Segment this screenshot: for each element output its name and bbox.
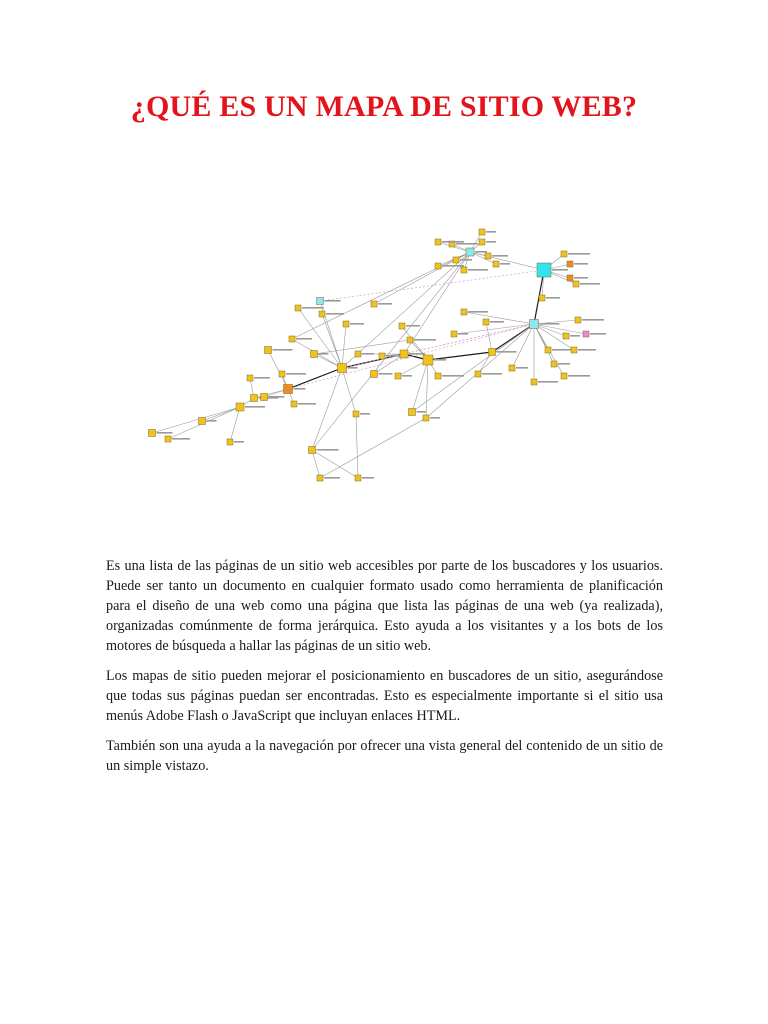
graph-node-caption	[302, 307, 324, 309]
graph-node-caption	[490, 321, 504, 323]
graph-node	[435, 239, 441, 245]
paragraph-definition: Es una lista de las páginas de un sitio web accesibles por parte de los buscadores y los usuarios. Puede ser tanto un documento en cualquier formato usado como herramienta de planificación para el diseño de una web como una página que lista las páginas de una web (ya realizada), organizadas comúnmente de forma jerárquica. Esto ayuda a los visitantes y a los bots de los motores de búsqueda a hallar las páginas de un sitio web.	[106, 558, 663, 654]
graph-node	[227, 439, 233, 445]
graph-node-caption	[348, 367, 358, 369]
graph-edge	[342, 324, 346, 368]
graph-node-caption	[362, 477, 374, 479]
graph-node	[279, 371, 285, 377]
graph-node	[453, 257, 459, 263]
graph-node-caption	[442, 375, 464, 377]
graph-node-caption	[319, 353, 329, 355]
graph-node-caption	[414, 339, 436, 341]
graph-edge	[426, 360, 428, 418]
graph-node	[483, 319, 489, 325]
graph-edge	[322, 314, 342, 368]
graph-node-caption	[568, 375, 590, 377]
graph-node-caption	[362, 353, 374, 355]
graph-node-caption	[325, 300, 341, 302]
graph-node-caption	[409, 353, 425, 355]
graph-edge	[470, 252, 544, 270]
sitemap-graph-drawing	[146, 226, 622, 494]
graph-edge	[230, 407, 240, 442]
graph-node	[573, 281, 579, 287]
graph-node-caption	[580, 283, 600, 285]
graph-node	[371, 301, 377, 307]
graph-node-caption	[350, 323, 364, 325]
graph-node-caption	[482, 373, 502, 375]
graph-node-caption	[442, 265, 464, 267]
graph-node	[407, 337, 413, 343]
graph-node	[583, 331, 589, 337]
graph-node-caption	[324, 477, 340, 479]
graph-node-caption	[442, 241, 464, 243]
graph-node-caption	[234, 441, 244, 443]
graph-node	[309, 447, 316, 454]
graph-node-caption	[468, 269, 488, 271]
graph-node	[461, 267, 467, 273]
graph-edge	[314, 340, 410, 354]
graph-node	[475, 371, 481, 377]
graph-node-caption	[568, 253, 590, 255]
graph-node-caption	[538, 381, 558, 383]
graph-node-caption	[486, 231, 496, 233]
graph-node	[338, 364, 347, 373]
graph-node	[451, 331, 457, 337]
graph-node	[461, 309, 467, 315]
graph-node-caption	[296, 338, 312, 340]
graph-node	[165, 436, 171, 442]
graph-node-caption	[574, 263, 588, 265]
graph-node-caption	[492, 255, 508, 257]
graph-nodes	[149, 229, 607, 481]
graph-node-caption	[157, 432, 173, 434]
graph-node	[236, 403, 244, 411]
graph-node	[530, 320, 539, 329]
graph-edge	[342, 368, 356, 414]
graph-node	[149, 430, 156, 437]
graph-node-caption	[516, 367, 528, 369]
paragraph-seo: Los mapas de sitio pueden mejorar el posicionamiento en buscadores de un sitio, asegurándose que todas sus páginas puedan ser encontradas. Esto es especialmente importante si el sitio usa menús Adobe Flash o JavaScript que incluyan enlaces HTML.	[106, 668, 663, 724]
graph-node	[353, 411, 359, 417]
graph-edge	[428, 352, 492, 360]
graph-node	[409, 409, 416, 416]
graph-node	[571, 347, 577, 353]
graph-node	[435, 373, 441, 379]
graph-node	[395, 373, 401, 379]
graph-node-caption	[434, 359, 446, 361]
graph-node-caption	[552, 349, 572, 351]
graph-node-caption	[379, 373, 393, 375]
graph-node	[247, 375, 253, 381]
graph-node	[423, 355, 433, 365]
graph-edge	[202, 407, 240, 421]
graph-node	[493, 261, 499, 267]
graph-node	[343, 321, 349, 327]
graph-node	[423, 415, 429, 421]
graph-node-caption	[378, 303, 392, 305]
graph-node	[531, 379, 537, 385]
paragraph-navigation: También son una ayuda a la navegación por ofrecer una vista general del contenido de un sitio de un simple vistazo.	[106, 738, 663, 774]
graph-edge	[412, 324, 534, 412]
graph-edge	[268, 350, 288, 389]
graph-node	[551, 361, 557, 367]
graph-node	[355, 351, 361, 357]
graph-edge	[312, 368, 342, 450]
graph-node-caption	[456, 243, 478, 245]
page-title: ¿QUÉ ES UN MAPA DE SITIO WEB?	[130, 90, 638, 123]
graph-node	[400, 350, 408, 358]
graph-node	[561, 251, 567, 257]
graph-node	[567, 261, 573, 267]
graph-node-caption	[552, 269, 568, 271]
graph-node-caption	[540, 323, 560, 325]
graph-edge	[486, 322, 492, 352]
graph-edge	[152, 407, 240, 433]
graph-node-caption	[406, 325, 420, 327]
graph-node-caption	[460, 259, 472, 261]
graph-node-caption	[269, 396, 285, 398]
graph-node-caption	[254, 377, 270, 379]
graph-node	[199, 418, 206, 425]
graph-edges	[152, 232, 586, 478]
graph-node	[265, 347, 272, 354]
graph-node-caption	[486, 241, 496, 243]
graph-node	[399, 323, 405, 329]
graph-node	[575, 317, 581, 323]
graph-node-caption	[294, 388, 306, 390]
graph-node-caption	[402, 375, 412, 377]
graph-hub-node	[537, 263, 551, 277]
graph-node-caption	[298, 403, 316, 405]
graph-edge	[288, 368, 342, 389]
graph-node-caption	[207, 420, 217, 422]
graph-node	[311, 351, 318, 358]
graph-edge	[534, 324, 554, 364]
graph-edge	[412, 360, 428, 412]
graph-node	[489, 349, 496, 356]
graph-node-caption	[546, 297, 560, 299]
graph-node	[317, 475, 323, 481]
graph-node	[295, 305, 301, 311]
graph-node	[545, 347, 551, 353]
graph-node-caption	[475, 251, 487, 253]
graph-node	[466, 248, 474, 256]
graph-node	[479, 239, 485, 245]
graph-node-caption	[578, 349, 596, 351]
graph-node-caption	[582, 319, 604, 321]
sitemap-graph-image	[146, 226, 622, 494]
graph-node-caption	[317, 449, 339, 451]
graph-node-caption	[417, 411, 427, 413]
graph-node-caption	[558, 363, 570, 365]
graph-node	[563, 333, 569, 339]
graph-node-caption	[497, 351, 517, 353]
graph-node	[539, 295, 545, 301]
graph-node	[289, 336, 295, 342]
graph-node	[355, 475, 361, 481]
graph-node	[319, 311, 325, 317]
graph-node-caption	[273, 349, 293, 351]
graph-edge	[320, 270, 544, 301]
body-text	[106, 556, 663, 786]
graph-node-caption	[286, 373, 306, 375]
graph-node-caption	[500, 263, 510, 265]
graph-node-caption	[574, 277, 588, 279]
graph-node	[261, 394, 268, 401]
graph-node	[479, 229, 485, 235]
graph-node	[561, 373, 567, 379]
graph-node	[567, 275, 573, 281]
graph-node	[371, 371, 378, 378]
graph-node	[379, 353, 385, 359]
graph-node	[509, 365, 515, 371]
graph-node	[291, 401, 297, 407]
graph-node	[485, 253, 491, 259]
graph-node-caption	[458, 333, 468, 335]
graph-node-caption	[570, 335, 580, 337]
graph-node-caption	[245, 406, 265, 408]
graph-node-caption	[360, 413, 370, 415]
graph-node	[284, 385, 293, 394]
graph-node	[317, 298, 324, 305]
graph-node-caption	[326, 313, 344, 315]
graph-node-caption	[172, 438, 190, 440]
graph-edge	[320, 418, 426, 478]
graph-node-caption	[430, 417, 440, 419]
graph-node-caption	[468, 311, 488, 313]
graph-edge	[512, 324, 534, 368]
graph-node	[435, 263, 441, 269]
graph-node	[251, 395, 258, 402]
graph-node-caption	[590, 333, 606, 335]
graph-edge	[356, 414, 358, 478]
